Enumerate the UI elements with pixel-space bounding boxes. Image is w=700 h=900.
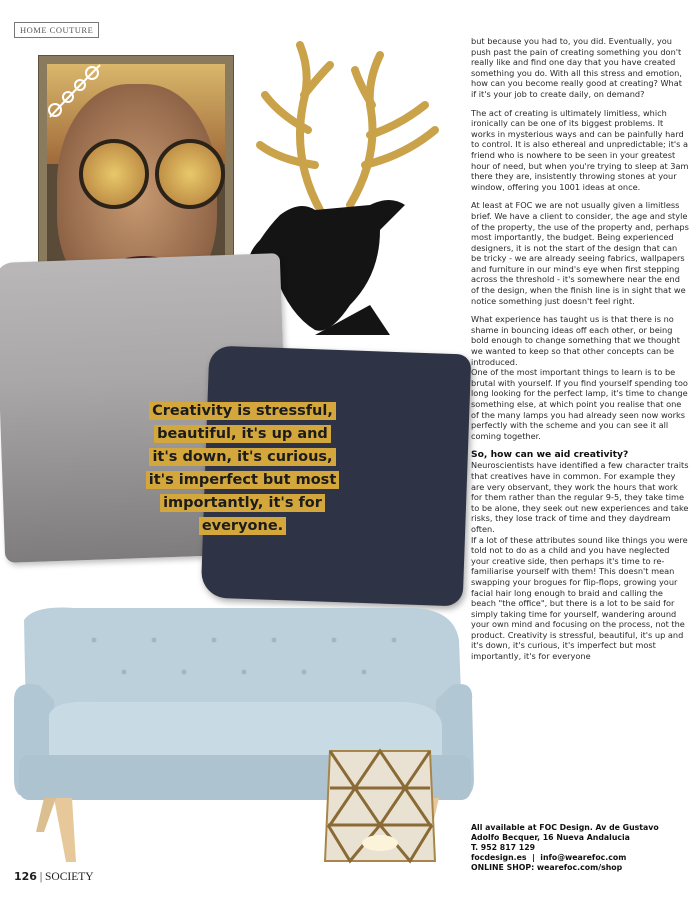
article-paragraph: The act of creating is ultimately limitless, which ironically can be one of its biggest problems. It works in mysterious ways and can be painfully hard to control. It is also ethereal and unpredictable; it's a friend who is nowhere to be seen in your greatest hour of need, but when you're trying to sleep at 3am there they are, insistently throwing stones at your window, offering you 1001 ideas at once. [471,107,689,192]
article-subheading: So, how can we aid creativity? [471,449,629,461]
article-paragraph: What experience has taught us is that there is no shame in bouncing ideas off each other, or being bold enough to change something that we thought we wanted to keep so that other concepts can be introduced. [471,314,680,367]
credits-phone: T. 952 817 129 [471,843,536,852]
pull-quote-line: beautiful, it's up and [154,425,331,443]
credits-shop: ONLINE SHOP: wearefoc.com/shop [471,863,623,872]
geometric-lantern [320,743,440,868]
stockist-credits [471,823,691,873]
credits-contact: focdesign.es | info@wearefoc.com [471,853,627,862]
credits-line: All available at FOC Design. Av de Gustavo [471,823,659,832]
footer-section: SOCIETY [45,871,94,883]
page-footer [14,870,94,883]
pull-quote-line: Creativity is stressful, [149,402,336,420]
pull-quote-line: everyone. [199,517,286,535]
footer-separator: | [39,871,43,883]
article-column [471,36,689,670]
article-paragraph: Neuroscientists have identified a few character traits that creatives have in common. For example they are very observant, they work the hours that work for them rather than the regular 9-5, they take time to be alone, they seek out new experiences and take risks, they lose track of time and they daydream often. [471,460,689,534]
article-paragraph: At least at FOC we are not usually given a limitless brief. We have a client to consider, the age and style of the property, the use of the property and, perhaps most importantly, the budget. Being experienced designers, it is not the start of the design that can be tricky - we are already seeing fabrics, wallpapers and furniture in our mind's eye when first stepping across the threshold - it's somewhere near the end of the design, when the finish line is in sight that we notice something just doesn't feel right. [471,200,689,306]
pull-quote [140,400,345,538]
pull-quote-line: it's down, it's curious, [149,448,335,466]
sunglasses-lens-right [155,139,225,209]
credits-line: Adolfo Becquer, 16 Nueva Andalucia [471,833,630,842]
floral-ornament [40,55,110,125]
article-paragraph: One of the most important things to learn is to be brutal with yourself. If you find yourself spending too long looking for the perfect lamp, it's time to change something else, at which point you realise that one of the many lamps you had already seen now works perfectly with the scheme and you can see it all coming together. [471,367,688,441]
pull-quote-line: importantly, it's for [160,494,325,512]
pull-quote-line: it's imperfect but most [146,471,340,489]
section-tag: HOME COUTURE [14,22,99,38]
article-paragraph: If a lot of these attributes sound like things you were told not to do as a child and you have neglected your creative side, then perhaps it's time to re-familiarise yourself with them! This doesn't mean swapping your brogues for flip-flops, growing your facial hair long enough to braid and calling the beach "the office", but there is a lot to be said for simply taking time for yourself, wandering around your own mind and focusing on the process, not the product. Creativity is stressful, beautiful, it's up and it's down, it's curious, it's imperfect but most importantly, it's for everyone [471,534,688,662]
sunglasses-lens-left [79,139,149,209]
page-number: 126 [14,870,37,883]
article-paragraph: but because you had to, you did. Eventually, you push past the pain of creating something you don't really like and find one day that you have created something you do. With all this stress and emotion, how can you become really good at creating? What if it's your job to create daily, on demand? [471,36,682,99]
